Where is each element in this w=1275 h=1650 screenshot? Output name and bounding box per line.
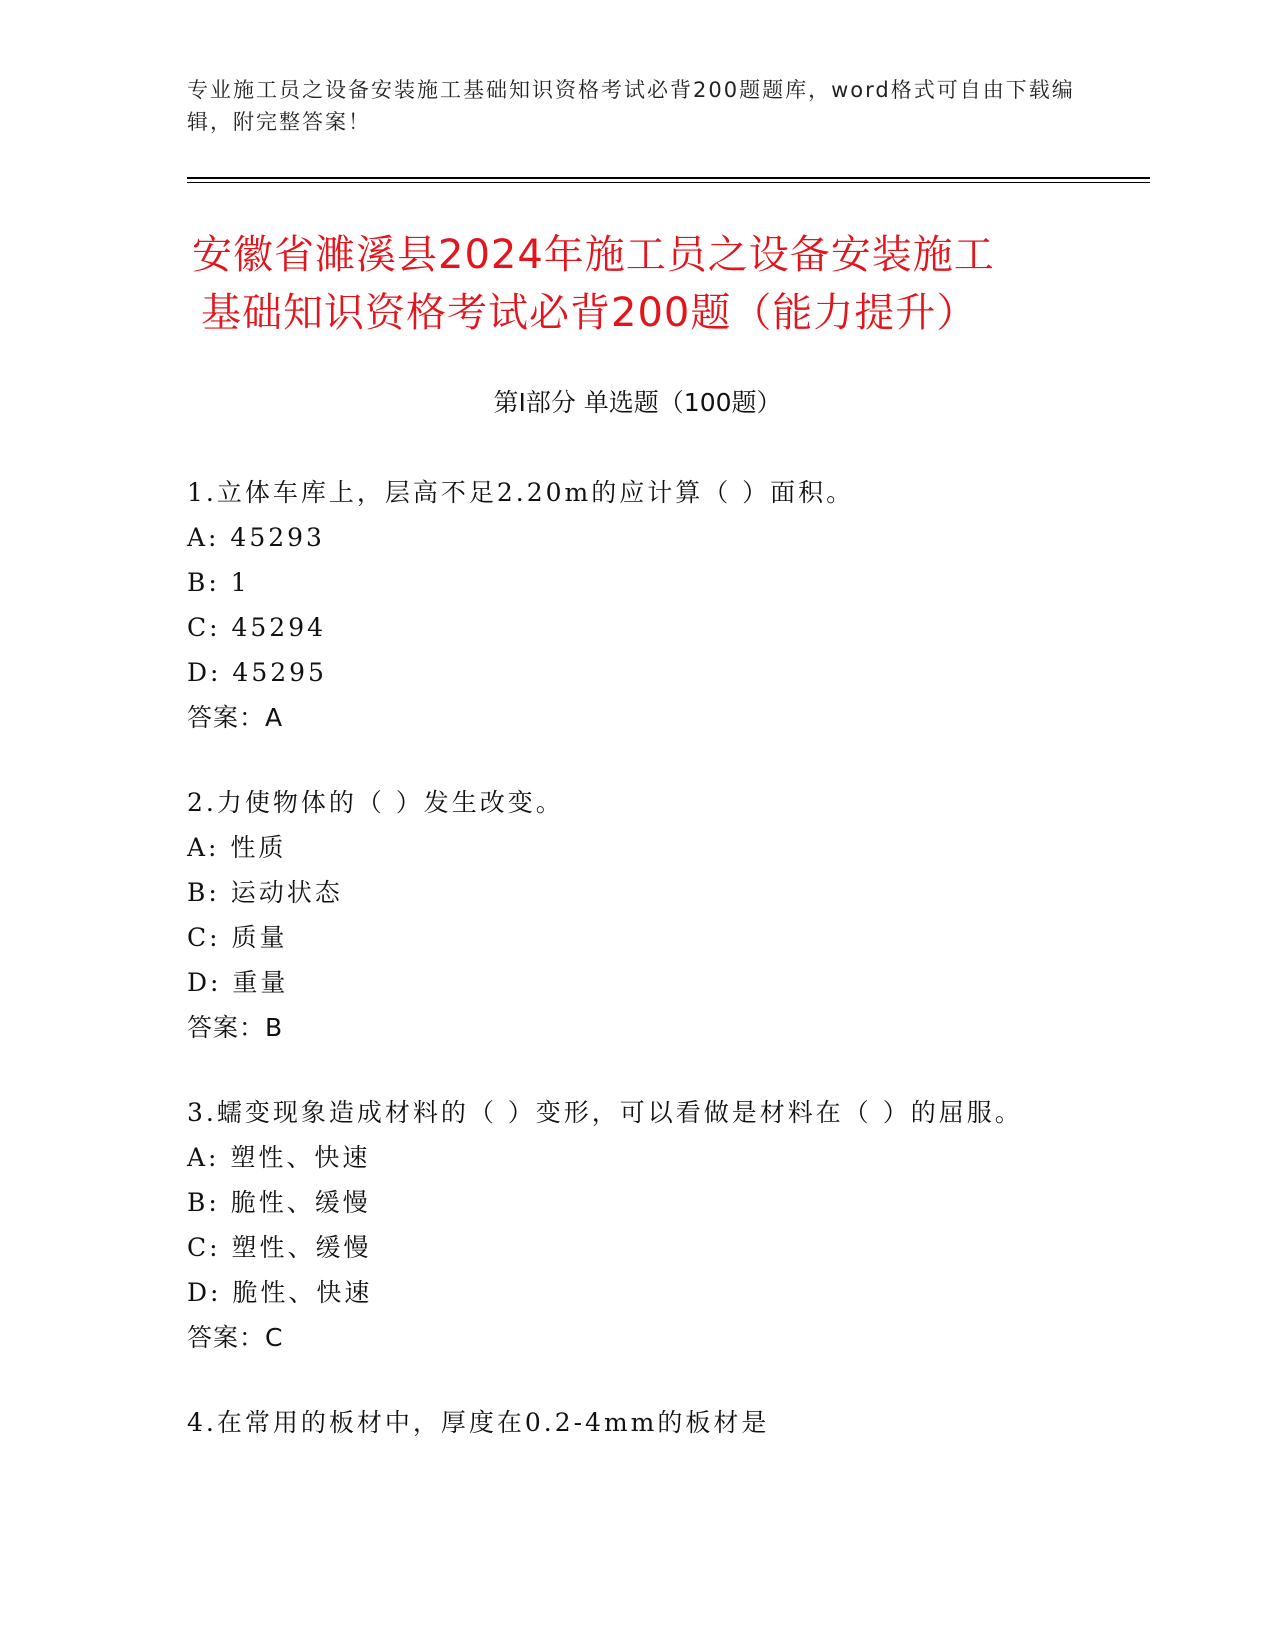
header-divider-thick	[187, 177, 1150, 179]
document-title-line-2: 基础知识资格考试必背200题（能力提升）	[201, 290, 978, 336]
question-stem: 4.在常用的板材中，厚度在0.2-4mm的板材是	[187, 1408, 770, 1437]
header-note: 专业施工员之设备安装施工基础知识资格考试必背200题题库，word格式可自由下载编辑，附完整答案！	[187, 78, 1075, 134]
answer: 答案：A	[187, 703, 284, 732]
option-b: B: 运动状态	[187, 878, 343, 907]
option-a: A: 塑性、快速	[187, 1143, 371, 1172]
option-b: B: 1	[187, 568, 250, 597]
question-4	[187, 1400, 1147, 1445]
question-2	[187, 780, 1147, 1050]
document-title	[192, 226, 1112, 342]
option-d: D: 重量	[187, 968, 289, 997]
option-d: D: 脆性、快速	[187, 1278, 373, 1307]
question-1	[187, 470, 1147, 740]
answer: 答案：C	[187, 1323, 284, 1352]
question-3	[187, 1090, 1147, 1360]
option-d: D: 45295	[187, 658, 327, 687]
question-stem: 1.立体车库上，层高不足2.20m的应计算（ ）面积。	[187, 478, 855, 507]
answer: 答案：B	[187, 1013, 284, 1042]
option-c: C: 质量	[187, 923, 288, 952]
question-list	[187, 470, 1147, 1485]
question-stem: 3.蠕变现象造成材料的（ ）变形，可以看做是材料在（ ）的屈服。	[187, 1098, 1023, 1127]
option-b: B: 脆性、缓慢	[187, 1188, 371, 1217]
question-stem: 2.力使物体的（ ）发生改变。	[187, 788, 564, 817]
option-a: A: 45293	[187, 523, 325, 552]
section-title: 第Ⅰ部分 单选题（100题）	[493, 388, 782, 417]
header-divider-thin	[187, 182, 1150, 183]
document-title-line-1: 安徽省濉溪县2024年施工员之设备安装施工	[192, 232, 995, 278]
option-a: A: 性质	[187, 833, 287, 862]
option-c: C: 45294	[187, 613, 327, 642]
option-c: C: 塑性、缓慢	[187, 1233, 372, 1262]
